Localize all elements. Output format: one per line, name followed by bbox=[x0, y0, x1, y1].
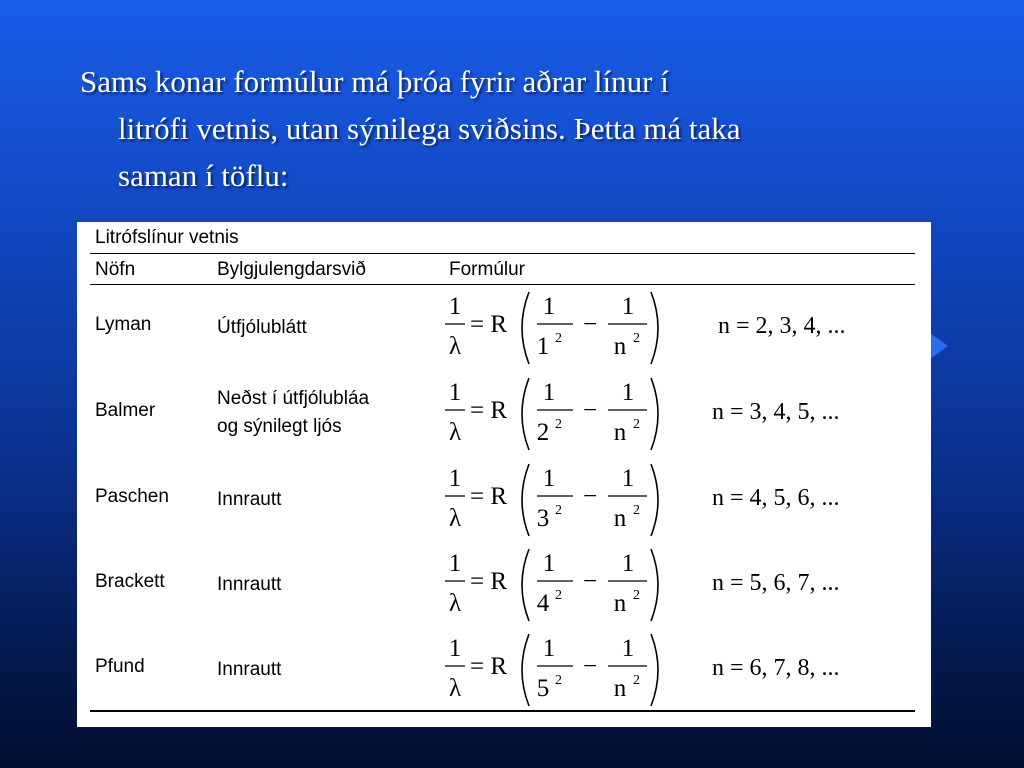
n-values: n = 3, 4, 5, ... bbox=[712, 399, 840, 425]
wavelength-range-cell bbox=[217, 656, 281, 684]
table-rule-top bbox=[90, 253, 915, 254]
n-values: n = 4, 5, 6, ... bbox=[712, 485, 840, 511]
term2-numerator: 1 bbox=[621, 379, 635, 406]
rydberg-formula bbox=[445, 630, 665, 710]
term2-exponent: 2 bbox=[633, 503, 640, 518]
table-row bbox=[77, 372, 931, 456]
right-paren-icon bbox=[651, 464, 658, 536]
header-names: Nöfn bbox=[95, 259, 136, 280]
body-line-1: Sams konar formúlur má þróa fyrir aðrar línur í bbox=[80, 64, 669, 99]
wavelength-range-line: og sýnilegt ljós bbox=[217, 416, 342, 437]
term2-numerator: 1 bbox=[621, 465, 635, 492]
term1-numerator: 1 bbox=[542, 550, 556, 577]
table-row bbox=[77, 458, 931, 542]
term1-numerator: 1 bbox=[542, 635, 556, 662]
formula-lhs-denominator: λ bbox=[448, 590, 462, 617]
term1-exponent: 2 bbox=[555, 503, 562, 518]
wavelength-range-line: Innrautt bbox=[217, 574, 282, 595]
minus-sign: − bbox=[582, 483, 598, 510]
formula-equals-r: = R bbox=[470, 653, 508, 680]
wavelength-range-cell bbox=[217, 571, 281, 599]
n-values: n = 6, 7, 8, ... bbox=[712, 655, 840, 681]
left-paren-icon bbox=[522, 292, 529, 364]
formula-lhs-numerator: 1 bbox=[448, 550, 462, 577]
formula-lhs-denominator: λ bbox=[448, 675, 462, 702]
term2-exponent: 2 bbox=[633, 588, 640, 603]
n-values: n = 5, 6, 7, ... bbox=[712, 570, 840, 596]
wavelength-range-cell bbox=[217, 314, 307, 342]
minus-sign: − bbox=[582, 397, 598, 424]
left-paren-icon bbox=[522, 464, 529, 536]
term1-denominator-base: 3 bbox=[536, 505, 550, 532]
term2-numerator: 1 bbox=[621, 635, 635, 662]
term1-exponent: 2 bbox=[555, 417, 562, 432]
term2-denominator-base: n bbox=[613, 675, 627, 702]
rydberg-formula bbox=[445, 288, 665, 368]
term1-denominator-base: 5 bbox=[536, 675, 550, 702]
n-values: n = 2, 3, 4, ... bbox=[718, 313, 846, 339]
term2-denominator-base: n bbox=[613, 333, 627, 360]
rydberg-formula bbox=[445, 374, 665, 454]
formula-equals-r: = R bbox=[470, 568, 508, 595]
table-row bbox=[77, 286, 931, 370]
term1-exponent: 2 bbox=[555, 673, 562, 688]
term1-denominator-base: 2 bbox=[536, 419, 550, 446]
body-line-3: saman í töflu: bbox=[118, 158, 289, 193]
minus-sign: − bbox=[582, 568, 598, 595]
minus-sign: − bbox=[582, 311, 598, 338]
slide-body-text bbox=[80, 58, 960, 199]
formula-lhs-denominator: λ bbox=[448, 505, 462, 532]
series-name: Lyman bbox=[95, 314, 152, 335]
right-paren-icon bbox=[651, 378, 658, 450]
formula-lhs-numerator: 1 bbox=[448, 635, 462, 662]
left-paren-icon bbox=[522, 549, 529, 621]
term2-numerator: 1 bbox=[621, 293, 635, 320]
term2-exponent: 2 bbox=[633, 673, 640, 688]
formula-lhs-denominator: λ bbox=[448, 419, 462, 446]
formula-equals-r: = R bbox=[470, 311, 508, 338]
series-name: Paschen bbox=[95, 486, 169, 507]
right-paren-icon bbox=[651, 549, 658, 621]
formula-lhs-numerator: 1 bbox=[448, 379, 462, 406]
term2-denominator-base: n bbox=[613, 419, 627, 446]
term1-denominator-base: 1 bbox=[536, 333, 550, 360]
table-rule-header bbox=[90, 284, 915, 285]
right-paren-icon bbox=[651, 634, 658, 706]
wavelength-range-line: Neðst í útfjólubláa bbox=[217, 388, 370, 409]
term2-denominator-base: n bbox=[613, 505, 627, 532]
term1-numerator: 1 bbox=[542, 293, 556, 320]
term2-exponent: 2 bbox=[633, 331, 640, 346]
left-paren-icon bbox=[522, 378, 529, 450]
wavelength-range-cell bbox=[217, 486, 281, 514]
term2-denominator-base: n bbox=[613, 590, 627, 617]
formula-lhs-numerator: 1 bbox=[448, 293, 462, 320]
wavelength-range-line: Útfjólublátt bbox=[217, 317, 307, 338]
table-row bbox=[77, 628, 931, 712]
term1-exponent: 2 bbox=[555, 331, 562, 346]
decorative-arrow-icon bbox=[930, 333, 948, 359]
series-name: Pfund bbox=[95, 656, 145, 677]
body-line-2: litrófi vetnis, utan sýnilega sviðsins. Þetta má taka bbox=[118, 111, 741, 146]
minus-sign: − bbox=[582, 653, 598, 680]
term2-numerator: 1 bbox=[621, 550, 635, 577]
term1-numerator: 1 bbox=[542, 465, 556, 492]
right-paren-icon bbox=[651, 292, 658, 364]
table-rule-bottom bbox=[90, 710, 915, 712]
formula-equals-r: = R bbox=[470, 483, 508, 510]
spectral-lines-table bbox=[77, 222, 931, 727]
series-name: Brackett bbox=[95, 571, 165, 592]
formula-equals-r: = R bbox=[470, 397, 508, 424]
series-name: Balmer bbox=[95, 400, 156, 421]
wavelength-range-cell bbox=[217, 385, 369, 441]
wavelength-range-line: Innrautt bbox=[217, 659, 282, 680]
formula-lhs-numerator: 1 bbox=[448, 465, 462, 492]
term2-exponent: 2 bbox=[633, 417, 640, 432]
term1-denominator-base: 4 bbox=[536, 590, 550, 617]
header-wavelength-range: Bylgjulengdarsvið bbox=[217, 259, 366, 280]
rydberg-formula bbox=[445, 460, 665, 540]
table-caption: Litrófslínur vetnis bbox=[95, 227, 239, 248]
term1-numerator: 1 bbox=[542, 379, 556, 406]
header-formulas: Formúlur bbox=[449, 259, 526, 280]
wavelength-range-line: Innrautt bbox=[217, 489, 282, 510]
rydberg-formula bbox=[445, 545, 665, 625]
term1-exponent: 2 bbox=[555, 588, 562, 603]
left-paren-icon bbox=[522, 634, 529, 706]
table-row bbox=[77, 543, 931, 627]
formula-lhs-denominator: λ bbox=[448, 333, 462, 360]
